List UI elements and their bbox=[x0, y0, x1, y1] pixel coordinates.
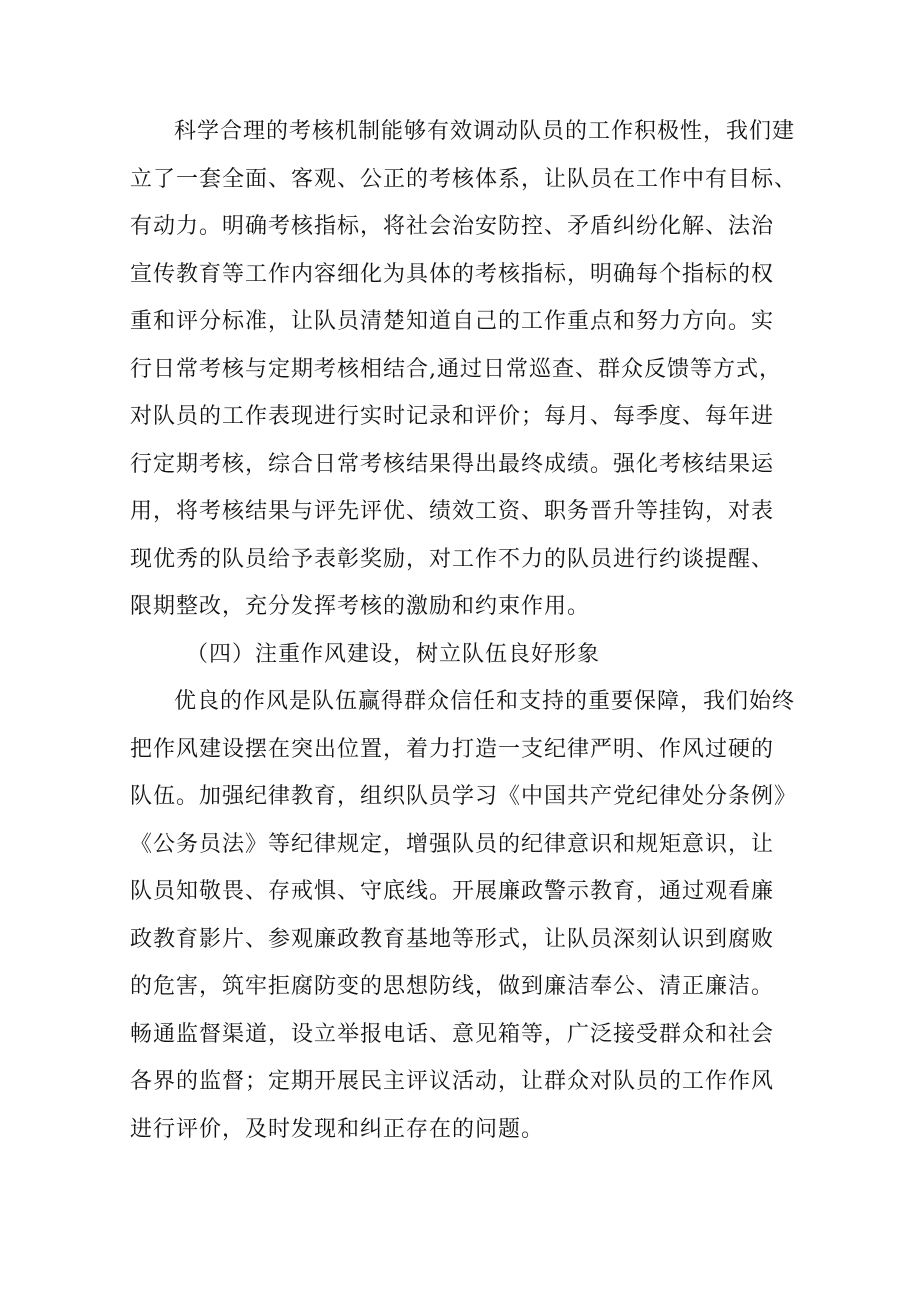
paragraph-line: 进行评价，及时发现和纠正存在的问题。 bbox=[130, 1116, 545, 1142]
paragraph-line: 《公务员法》等纪律规定，增强队员的纪律意识和规矩意识，让 bbox=[130, 831, 775, 857]
section-heading: （四）注重作风建设，树立队伍良好形象 bbox=[186, 641, 601, 667]
paragraph-line: 用，将考核结果与评先评优、绩效工资、职务晋升等挂钩，对表 bbox=[130, 499, 775, 524]
paragraph-line: 现优秀的队员给予表彰奖励，对工作不力的队员进行约谈提醒、 bbox=[130, 546, 775, 572]
paragraph-line: 政教育影片、参观廉政教育基地等形式，让队员深刻认识到腐败 bbox=[130, 926, 775, 952]
paragraph-line: 畅通监督渠道，设立举报电话、意见箱等，广泛接受群众和社会 bbox=[130, 1021, 775, 1047]
paragraph-conduct bbox=[130, 678, 798, 1153]
document-body bbox=[130, 108, 798, 1153]
paragraph-line: 队伍。加强纪律教育，组织队员学习《中国共产党纪律处分条例》 bbox=[130, 784, 798, 809]
paragraph-line: 优良的作风是队伍赢得群众信任和支持的重要保障，我们始终 bbox=[174, 689, 796, 714]
paragraph-line: 各界的监督；定期开展民主评议活动，让群众对队员的工作作风 bbox=[130, 1069, 775, 1094]
paragraph-line: 立了一套全面、客观、公正的考核体系，让队员在工作中有目标、 bbox=[130, 166, 798, 192]
paragraph-line: 有动力。明确考核指标，将社会治安防控、矛盾纠纷化解、法治 bbox=[130, 214, 775, 239]
paragraph-line: 行定期考核，综合日常考核结果得出最终成绩。强化考核结果运 bbox=[130, 451, 775, 477]
paragraph-line: 限期整改，充分发挥考核的激励和约束作用。 bbox=[130, 594, 591, 619]
paragraph-assessment bbox=[130, 108, 798, 631]
paragraph-line: 把作风建设摆在突出位置，着力打造一支纪律严明、作风过硬的 bbox=[130, 736, 775, 762]
paragraph-line: 的危害，筑牢拒腐防变的思想防线，做到廉洁奉公、清正廉洁。 bbox=[130, 974, 775, 999]
paragraph-line: 科学合理的考核机制能够有效调动队员的工作积极性，我们建 bbox=[174, 119, 796, 144]
paragraph-line: 队员知敬畏、存戒惧、守底线。开展廉政警示教育，通过观看廉 bbox=[130, 879, 775, 904]
paragraph-line: 对队员的工作表现进行实时记录和评价；每月、每季度、每年进 bbox=[130, 404, 775, 429]
paragraph-line: 重和评分标准，让队员清楚知道自己的工作重点和努力方向。实 bbox=[130, 309, 775, 334]
section-heading-block bbox=[130, 631, 790, 679]
paragraph-line: 行日常考核与定期考核相结合,通过日常巡查、群众反馈等方式， bbox=[130, 356, 782, 382]
paragraph-line: 宣传教育等工作内容细化为具体的考核指标，明确每个指标的权 bbox=[130, 261, 775, 287]
